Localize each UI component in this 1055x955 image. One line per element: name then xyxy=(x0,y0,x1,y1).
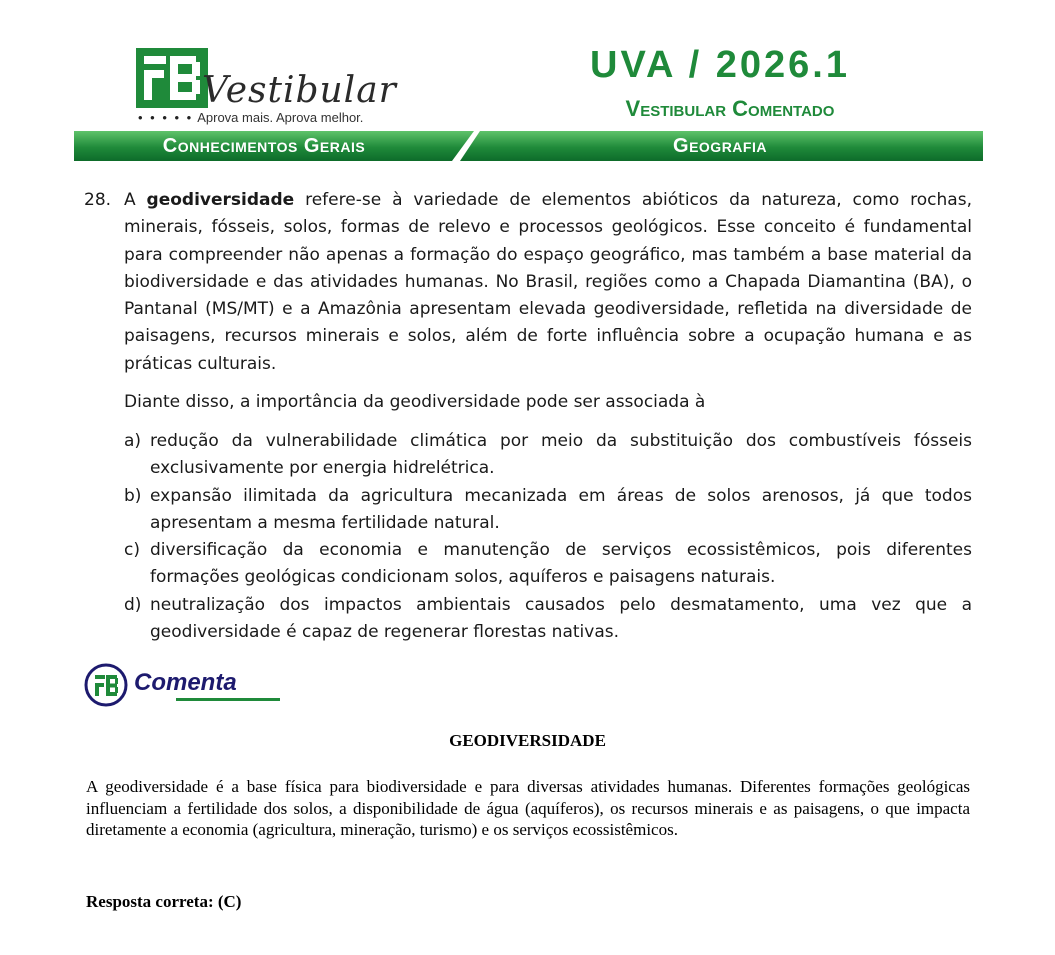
fb-circle-logo-icon xyxy=(84,663,128,707)
exam-title: UVA / 2026.1 xyxy=(590,44,850,86)
question-body: refere-se à variedade de elementos abióticos da natureza, como rochas, minerais, fósseis, solos, formas de relevo e processos geológicos. Esse conceito é fundamental para compreender não apenas a formação do espaço geográfico, mas também a base material da biodiversidade e das atividades humanas. No Brasil, regiões como a Chapada Diamantina (BA), o Pantanal (MS/MT) e a Amazônia apresentam elevada geodiversidade, refletida na diversidade de paisagens, recursos minerais e solos, além de forte influência sobre a ocupação humana e as práticas culturais. xyxy=(124,190,972,374)
option-letter: d) xyxy=(124,594,142,615)
section-label-left: Conhecimentos Gerais xyxy=(162,135,366,157)
question-text xyxy=(124,187,972,378)
question-intro-article: A xyxy=(124,190,147,210)
slogan-dots: • • • • • xyxy=(138,110,194,125)
comenta-label: Comenta xyxy=(134,669,237,696)
option-text: expansão ilimitada da agricultura mecanizada em áreas de solos arenosos, já que todos apresentam a mesma fertilidade natural. xyxy=(150,485,972,533)
option-text: diversificação da economia e manutenção de serviços ecossistêmicos, pois diferentes formações geológicas condicionam solos, aquíferos e paisagens naturais. xyxy=(150,540,972,588)
option-b[interactable] xyxy=(124,483,972,538)
option-c[interactable] xyxy=(124,537,972,592)
slogan-text: Aprova mais. Aprova melhor. xyxy=(197,110,364,125)
option-text: neutralização dos impactos ambientais causados pelo desmatamento, uma vez que a geodiversidade é capaz de regenerar florestas nativas. xyxy=(150,594,972,643)
fb-logo-mark-icon xyxy=(136,48,208,108)
section-label-right: Geografia xyxy=(673,135,767,157)
question-number: 28. xyxy=(84,190,112,210)
comment-text: A geodiversidade é a base física para biodiversidade e para diversas atividades humanas. Diferentes formações geológicas influenciam a fertilidade dos solos, a disponibilidade de água (aquíferos), os recursos minerais e as paisagens, o que impacta diretamente a economia (agricultura, mineração, turismo) e os serviços ecossistêmicos. xyxy=(86,777,970,839)
option-text: redução da vulnerabilidade climática por meio da substituição dos combustíveis fósseis exclusivamente por energia hidrelétrica. xyxy=(150,431,972,479)
question-prompt: Diante disso, a importância da geodiversidade pode ser associada à xyxy=(124,392,706,412)
comenta-badge xyxy=(84,663,284,707)
answer-options xyxy=(124,428,972,646)
option-a[interactable] xyxy=(124,428,972,483)
comment-heading: GEODIVERSIDADE xyxy=(449,731,606,750)
exam-subtitle: Vestibular Comentado xyxy=(625,96,835,121)
fb-vestibular-logo xyxy=(136,48,397,128)
option-letter: b) xyxy=(124,485,142,506)
option-d[interactable] xyxy=(124,592,972,647)
correct-answer: Resposta correta: (C) xyxy=(86,892,242,911)
option-letter: a) xyxy=(124,431,142,451)
slogan xyxy=(138,110,363,125)
brand-name: Vestibular xyxy=(202,70,397,111)
comenta-underline xyxy=(176,698,280,701)
option-letter: c) xyxy=(124,540,140,561)
question-keyword: geodiversidade xyxy=(146,190,295,210)
